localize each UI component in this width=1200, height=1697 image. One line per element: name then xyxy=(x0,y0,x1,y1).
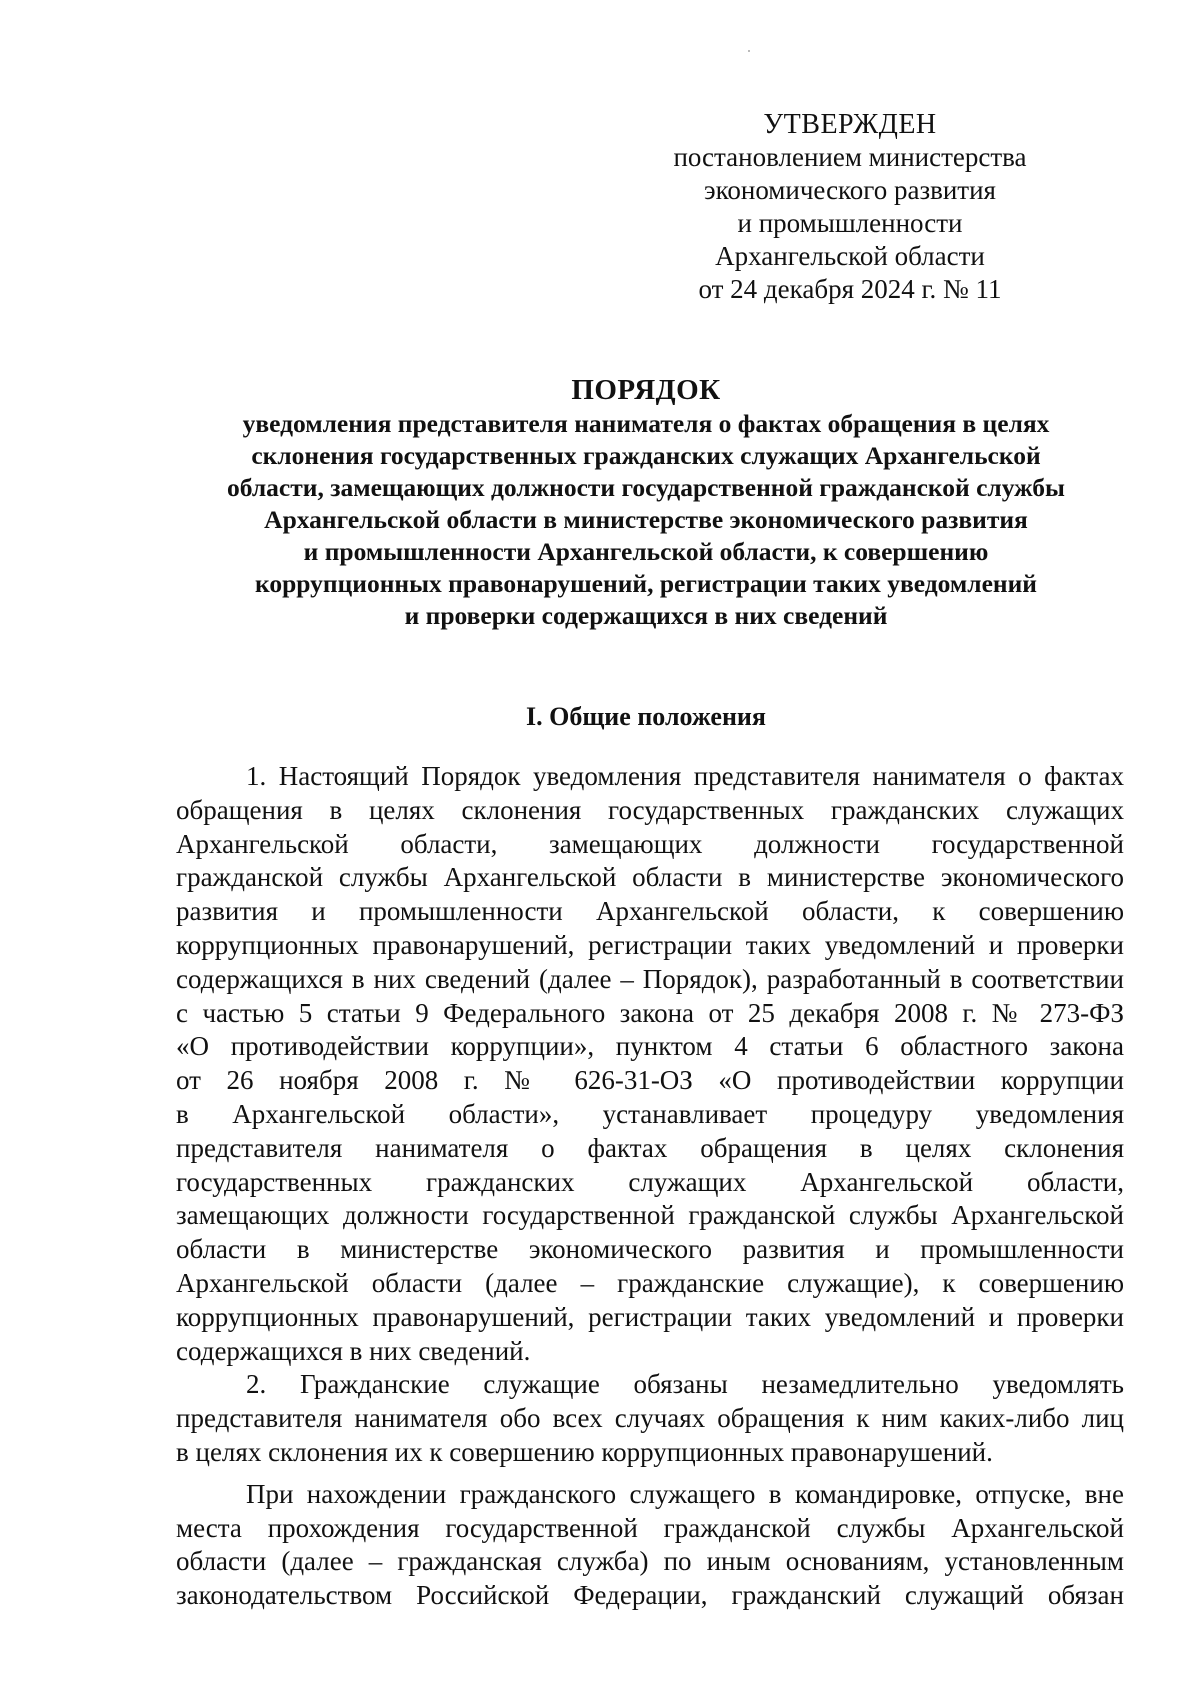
paragraph-line: «О противодействии коррупции», пунктом 4 статьи 6 областного закона xyxy=(176,1031,1124,1062)
paragraph-2 xyxy=(176,1368,1124,1469)
approval-line: и промышленности xyxy=(737,208,963,238)
paragraph-line: в Архангельской области», устанавливает процедуру уведомления xyxy=(176,1098,1124,1129)
paragraph-3 xyxy=(176,1478,1124,1613)
paragraph-spacer xyxy=(176,1470,1124,1478)
paragraph-line: в целях склонения их к совершению коррупционных правонарушений. xyxy=(176,1436,993,1467)
paragraph-line: гражданской службы Архангельской области в министерстве экономического xyxy=(176,862,1124,893)
paragraph-line: замещающих должности государственной гражданской службы Архангельской xyxy=(176,1200,1124,1231)
approval-line: Архангельской области xyxy=(715,241,985,271)
paragraph-line: области (далее – гражданская служба) по иным основаниям, установленным xyxy=(176,1546,1124,1577)
paragraph-line: содержащихся в них сведений. xyxy=(176,1335,531,1366)
scan-artifact xyxy=(748,50,750,52)
subtitle-line: области, замещающих должности государственной гражданской службы xyxy=(227,473,1065,502)
approval-line: постановлением министерства xyxy=(673,142,1027,172)
paragraph-line: 2. Гражданские служащие обязаны незамедлительно уведомлять xyxy=(246,1369,1124,1400)
paragraph-line: обращения в целях склонения государственных гражданских служащих xyxy=(176,794,1124,825)
document-subtitle xyxy=(170,408,1122,632)
paragraph-line: коррупционных правонарушений, регистрации таких уведомлений и проверки xyxy=(176,929,1124,960)
subtitle-line: уведомления представителя нанимателя о фактах обращения в целях xyxy=(242,409,1050,438)
approval-stamp xyxy=(640,108,1060,306)
subtitle-line: склонения государственных гражданских служащих Архангельской xyxy=(251,441,1041,470)
paragraph-line: При нахождении гражданского служащего в командировке, отпуске, вне xyxy=(246,1478,1124,1509)
document-title-block xyxy=(170,372,1122,632)
subtitle-line: коррупционных правонарушений, регистрации таких уведомлений xyxy=(255,569,1037,598)
paragraph-line: Архангельской области, замещающих должности государственной xyxy=(176,828,1124,859)
approval-title: УТВЕРЖДЕН xyxy=(763,109,937,140)
approval-line: экономического развития xyxy=(704,175,996,205)
paragraph-line: законодательством Российской Федерации, гражданский служащий обязан xyxy=(176,1580,1124,1611)
document-body xyxy=(176,760,1124,1613)
paragraph-line: от 26 ноября 2008 г. № 626-31-ОЗ «О противодействии коррупции xyxy=(176,1065,1124,1096)
subtitle-line: и проверки содержащихся в них сведений xyxy=(404,601,888,630)
document-title: ПОРЯДОК xyxy=(571,374,721,406)
paragraph-line: развития и промышленности Архангельской области, к совершению xyxy=(176,896,1124,927)
subtitle-line: и промышленности Архангельской области, к совершению xyxy=(303,537,989,566)
paragraph-line: коррупционных правонарушений, регистрации таких уведомлений и проверки xyxy=(176,1301,1124,1332)
paragraph-line: места прохождения государственной гражданской службы Архангельской xyxy=(176,1512,1124,1543)
paragraph-line: содержащихся в них сведений (далее – Порядок), разработанный в соответствии xyxy=(176,963,1124,994)
paragraph-line: государственных гражданских служащих Архангельской области, xyxy=(176,1166,1124,1197)
paragraph-line: области в министерстве экономического развития и промышленности xyxy=(176,1234,1124,1265)
subtitle-line: Архангельской области в министерстве экономического развития xyxy=(264,505,1028,534)
paragraph-1 xyxy=(176,760,1124,1368)
paragraph-line: с частью 5 статьи 9 Федерального закона от 25 декабря 2008 г. № 273-ФЗ xyxy=(176,997,1124,1028)
paragraph-line: 1. Настоящий Порядок уведомления представителя нанимателя о фактах xyxy=(246,761,1124,791)
section-heading: I. Общие положения xyxy=(526,702,766,731)
paragraph-line: Архангельской области (далее – гражданские служащие), к совершению xyxy=(176,1267,1124,1298)
paragraph-line: представителя нанимателя обо всех случаях обращения к ним каких-либо лиц xyxy=(176,1403,1124,1434)
approval-date-line: от 24 декабря 2024 г. № 11 xyxy=(698,274,1002,304)
paragraph-line: представителя нанимателя о фактах обращения в целях склонения xyxy=(176,1132,1124,1163)
